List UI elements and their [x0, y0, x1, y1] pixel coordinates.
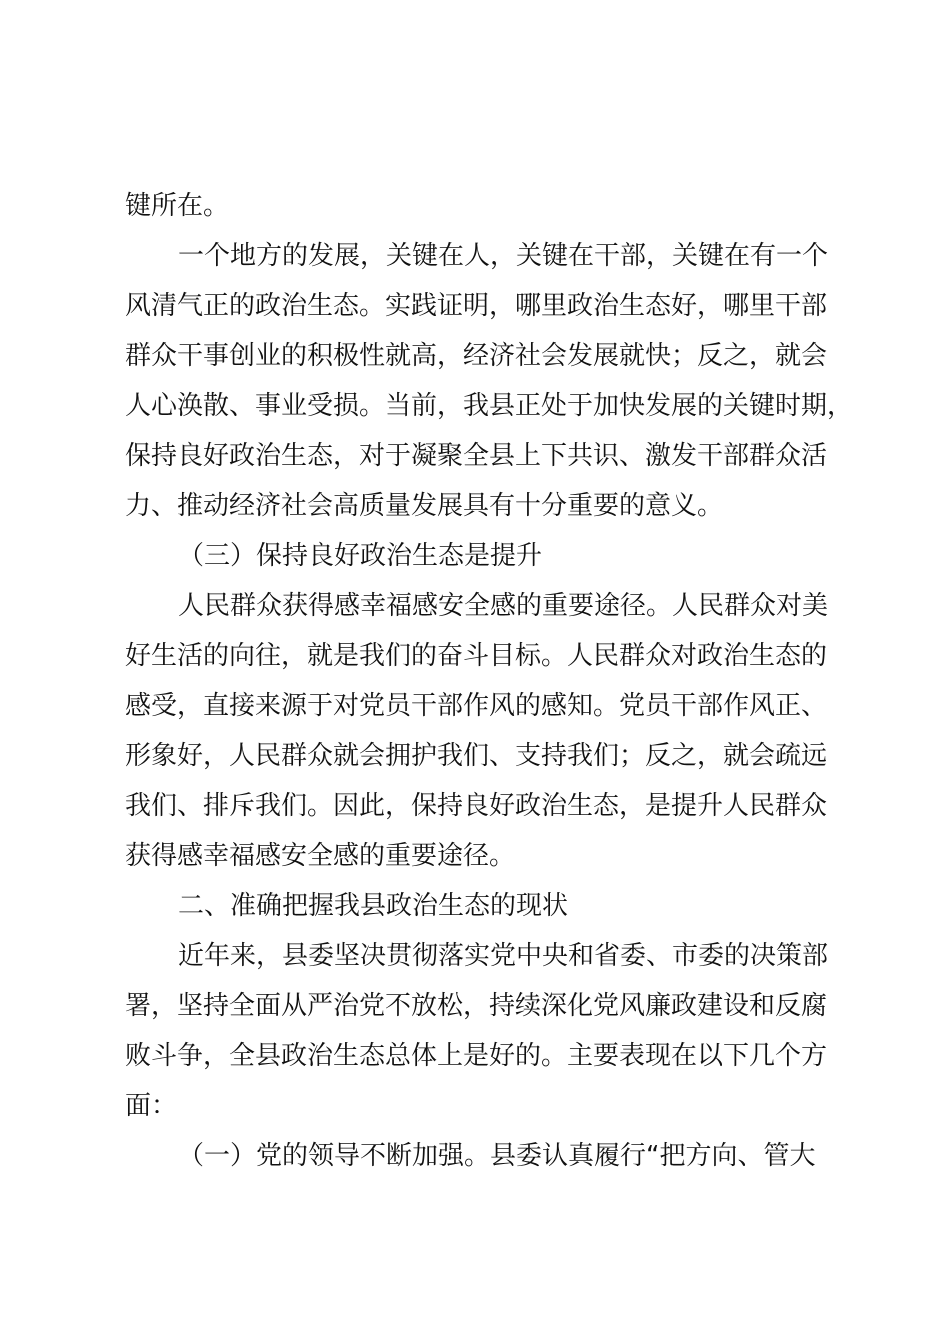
- text-line: 署，坚持全面从严治党不放松，持续深化党风廉政建设和反腐: [125, 991, 828, 1021]
- text-line: 保持良好政治生态，对于凝聚全县上下共识、激发干部群众活: [125, 441, 828, 471]
- text-line: 败斗争，全县政治生态总体上是好的。主要表现在以下几个方: [125, 1041, 828, 1071]
- section-heading: （一）党的领导不断加强。县委认真履行“把方向、管大: [178, 1141, 816, 1171]
- text-line: 形象好，人民群众就会拥护我们、支持我们；反之，就会疏远: [125, 741, 828, 771]
- section-heading: （三）保持良好政治生态是提升: [178, 541, 543, 571]
- text-line: 面：: [125, 1091, 178, 1121]
- text-line: 群众干事创业的积极性就高，经济社会发展就快；反之，就会: [125, 341, 828, 371]
- paragraph-first-line: 人民群众获得感幸福感安全感的重要途径。人民群众对美: [178, 591, 829, 621]
- text-line: 获得感幸福感安全感的重要途径。: [125, 841, 516, 871]
- section-heading: 二、准确把握我县政治生态的现状: [178, 891, 569, 921]
- paragraph-first-line: 近年来，县委坚决贯彻落实党中央和省委、市委的决策部: [178, 941, 829, 971]
- text-line: 风清气正的政治生态。实践证明，哪里政治生态好，哪里干部: [125, 291, 828, 321]
- text-line: 键所在。: [125, 191, 230, 221]
- text-line: 力、推动经济社会高质量发展具有十分重要的意义。: [125, 491, 724, 521]
- paragraph-first-line: 一个地方的发展，关键在人，关键在干部，关键在有一个: [178, 241, 829, 271]
- text-line: 人心涣散、事业受损。当前，我县正处于加快发展的关键时期，: [125, 391, 854, 421]
- text-line: 我们、排斥我们。因此，保持良好政治生态，是提升人民群众: [125, 791, 828, 821]
- text-line: 好生活的向往，就是我们的奋斗目标。人民群众对政治生态的: [125, 641, 828, 671]
- text-line: 感受，直接来源于对党员干部作风的感知。党员干部作风正、: [125, 691, 828, 721]
